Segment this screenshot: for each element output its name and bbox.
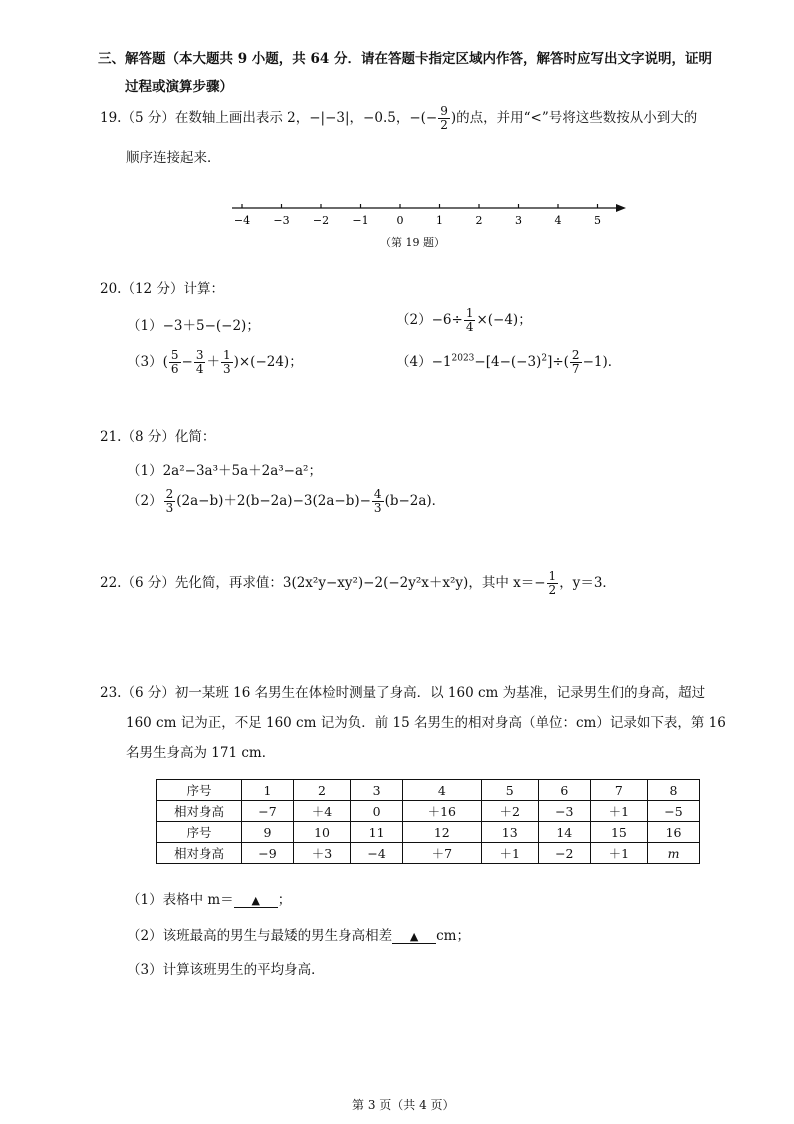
q19-caption: （第 19 题） bbox=[380, 236, 445, 249]
q20-part3: （3）( $\frac{5}{6}$ − $\frac{3}{4}$ ＋ $\frac{1}{3}$ )×(−24)； bbox=[127, 348, 303, 376]
table-cell: m bbox=[648, 843, 700, 864]
table-cell: 4 bbox=[403, 780, 482, 801]
axis-tick-label: 4 bbox=[554, 214, 562, 227]
q19-line2: 顺序连接起来． bbox=[126, 150, 221, 166]
table-cell: 16 bbox=[648, 822, 700, 843]
table-cell: ＋1 bbox=[590, 843, 647, 864]
q21-heading: 21.（8 分）化简： bbox=[100, 429, 216, 445]
answer-blank: ▲ bbox=[392, 930, 436, 944]
q23-sub3: （3）计算该班男生的平均身高． bbox=[127, 962, 325, 978]
table-cell: 序号 bbox=[157, 822, 242, 843]
axis-tick-label: −3 bbox=[273, 214, 290, 227]
table-row bbox=[157, 780, 700, 801]
table-cell: 12 bbox=[403, 822, 482, 843]
table-cell: 2 bbox=[293, 780, 350, 801]
axis-tick-label: 0 bbox=[396, 214, 404, 227]
table-cell: 3 bbox=[351, 780, 403, 801]
q23-sub1: （1）表格中 m＝ ▲ ； bbox=[127, 892, 292, 908]
page-footer: 第 3 页（共 4 页） bbox=[352, 1098, 455, 1112]
axis-tick-label: 3 bbox=[515, 214, 522, 227]
table-cell: 10 bbox=[293, 822, 350, 843]
section-title: 三、解答题（本大题共 9 小题，共 64 分．请在答题卡指定区域内作答，解答时应写出文字说明，证明 bbox=[98, 51, 712, 67]
section-title-cont: 过程或演算步骤） bbox=[125, 79, 233, 95]
q19-line1: 19.（5 分）在数轴上画出表示 2，−|−3|，−0.5，−(− $\frac{9}{2}$ )的点，并用“<”号将这些数按从小到大的 bbox=[100, 104, 698, 132]
table-cell: 0 bbox=[351, 801, 403, 822]
table-cell: 13 bbox=[481, 822, 538, 843]
axis-tick-label: −4 bbox=[233, 214, 251, 227]
table-cell: ＋1 bbox=[590, 801, 647, 822]
table-cell: 1 bbox=[242, 780, 294, 801]
q23-line3: 名男生身高为 171 cm． bbox=[126, 745, 276, 761]
q21-part2: （2） $\frac{2}{3}$ (2a−b)＋2(b−2a)−3(2a−b)− $\frac{4}{3}$ (b−2a)． bbox=[127, 487, 446, 515]
table-cell: 序号 bbox=[157, 780, 242, 801]
table-cell: 14 bbox=[538, 822, 590, 843]
table-cell: ＋1 bbox=[481, 843, 538, 864]
axis-tick-label: 2 bbox=[475, 214, 483, 227]
axis-tick-label: 5 bbox=[594, 214, 601, 227]
q23-line1: 23.（6 分）初一某班 16 名男生在体检时测量了身高．以 160 cm 为基准，记录男生们的身高，超过 bbox=[100, 685, 706, 701]
table-cell: −9 bbox=[242, 843, 294, 864]
table-cell: −5 bbox=[648, 801, 700, 822]
table-cell: −7 bbox=[242, 801, 294, 822]
table-cell: 5 bbox=[481, 780, 538, 801]
table-row bbox=[157, 843, 700, 864]
table-cell: 11 bbox=[351, 822, 403, 843]
axis-tick-label: −1 bbox=[352, 214, 369, 227]
height-table bbox=[156, 779, 700, 864]
answer-blank: ▲ bbox=[234, 894, 278, 908]
q20-part4: $(4)-1^{2023}-[4-(-3)^2]\div$( $\frac{2}{7}$ −1)． bbox=[396, 348, 622, 376]
q20-part1: （1）−3＋5−(−2)； bbox=[127, 318, 260, 334]
table-cell: 15 bbox=[590, 822, 647, 843]
table-cell: 7 bbox=[590, 780, 647, 801]
table-cell: ＋2 bbox=[481, 801, 538, 822]
table-cell: ＋4 bbox=[293, 801, 350, 822]
table-cell: 9 bbox=[242, 822, 294, 843]
table-cell: 相对身高 bbox=[157, 801, 242, 822]
q20-heading: 20.（12 分）计算： bbox=[100, 281, 224, 297]
table-cell: ＋16 bbox=[403, 801, 482, 822]
q23-line2: 160 cm 记为正，不足 160 cm 记为负．前 15 名男生的相对身高（单位：cm）记录如下表，第 16 bbox=[126, 715, 726, 731]
q21-part1: （1）2a²−3a³＋5a＋2a³−a²； bbox=[127, 463, 322, 479]
axis-tick-label: 1 bbox=[436, 214, 443, 227]
number-line bbox=[230, 200, 630, 230]
table-cell: 相对身高 bbox=[157, 843, 242, 864]
axis-tick-label: −2 bbox=[312, 214, 330, 227]
fraction: $\frac{9}{2}$ bbox=[440, 104, 448, 132]
table-cell: 6 bbox=[538, 780, 590, 801]
q22-line: 22.（6 分）先化简，再求值：3(2x²y−xy²)−2(−2y²x＋x²y)，其中 x＝− $\frac{1}{2}$ ，y＝3． bbox=[100, 569, 616, 597]
table-cell: 8 bbox=[648, 780, 700, 801]
table-cell: −3 bbox=[538, 801, 590, 822]
table-cell: ＋3 bbox=[293, 843, 350, 864]
q23-sub2: （2）该班最高的男生与最矮的男生身高相差 ▲ cm； bbox=[127, 928, 470, 944]
arrow-icon bbox=[616, 204, 626, 212]
table-row bbox=[157, 801, 700, 822]
table-cell: ＋7 bbox=[403, 843, 482, 864]
q20-part2: （2）−6÷ $\frac{1}{4}$ ×(−4)； bbox=[396, 306, 532, 334]
table-row bbox=[157, 822, 700, 843]
table-cell: −4 bbox=[351, 843, 403, 864]
table-cell: −2 bbox=[538, 843, 590, 864]
